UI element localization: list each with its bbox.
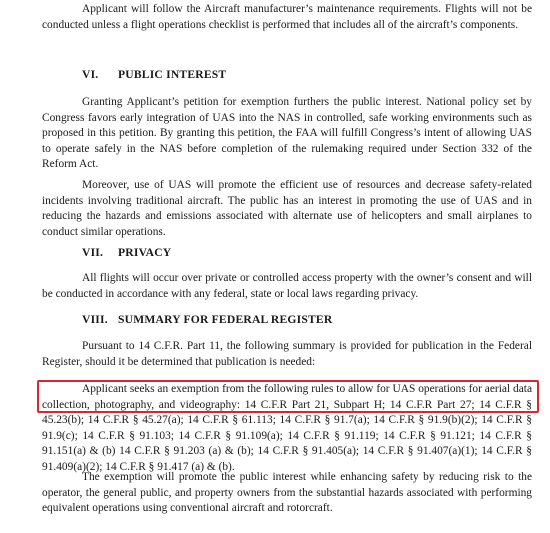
section-vi-paragraph-2 (42, 178, 532, 240)
section-vi-text-1: Granting Applicant’s petition for exemption furthers the public interest. National policy set by Congress favors early integration of UAS into the NAS in controlled, safe working environments such as proposed in this petition. By granting this petition, the FAA will fulfill Congress’s intent of allowing UAS to operate safely in the NAS before completion of the rulemaking required under Section 332 of the Reform Act. (42, 96, 532, 171)
section-vi-number: VI. (82, 68, 99, 81)
intro-text: Applicant will follow the Aircraft manufacturer’s maintenance requirements. Flights will not be conducted unless a flight operations checklist is performed that includes all of the aircraft’s components. (42, 3, 532, 31)
section-viii-title: SUMMARY FOR FEDERAL REGISTER (118, 313, 333, 326)
section-vii-text: All flights will occur over private or controlled access property with the owner’s consent and will be conducted in accordance with any federal, state or local laws regarding privacy. (42, 272, 532, 300)
section-vii-paragraph (42, 271, 532, 302)
section-viii-text-3: The exemption will promote the public interest while enhancing safety by reducing risk to the operator, the general public, and property owners from the substantial hazards associated with performing equivalent operations using conventional aircraft and rotorcraft. (42, 471, 532, 515)
section-viii-heading (82, 313, 332, 326)
section-vii-title: PRIVACY (118, 246, 172, 259)
section-vii-number: VII. (82, 246, 104, 259)
red-highlight-box (37, 380, 539, 413)
section-vi-title: PUBLIC INTEREST (118, 68, 227, 81)
section-vi-text-2: Moreover, use of UAS will promote the efficient use of resources and decrease safety-related incidents involving traditional aircraft. The public has an interest in promoting the use of UAS and in reducing the hazards and emissions associated with alternate use of helicopters and small airplanes to conduct similar operations. (42, 179, 532, 238)
section-vi-heading (82, 68, 226, 81)
section-viii-text-2: Applicant seeks an exemption from the following rules to allow for UAS operations for aerial data collection, photography, and videography: 14 C.F.R Part 21, Subpart H; 14 C.F.R Part 27; 14 C.F.R § 45.23(b); 14 C.F.R § 45.27(a); 14 C.F.R § 61.113; 14 C.F.R § 91.7(a); 14 C.F.R § 91.9(b)(2); 14 C.F.R § 91.9(c); 14 C.F.R § 91.103; 14 C.F.R § 91.109(a); 14 C.F.R § 91.119; 14 C.F.R § 91.121; 14 C.F.R § 91.151(a) & (b) 14 C.F.R § 91.203 (a) & (b); 14 C.F.R § 91.405(a); 14 C.F.R § 91.407(a)(1); 14 C.F.R § 91.409(a)(2); 14 C.F.R § 91.417 (a) & (b). (42, 383, 532, 473)
section-viii-number: VIII. (82, 313, 108, 326)
section-viii-text-1: Pursuant to 14 C.F.R. Part 11, the following summary is provided for publication in the Federal Register, should it be determined that publication is needed: (42, 340, 532, 368)
section-vii-heading (82, 246, 171, 259)
section-vi-paragraph-1 (42, 95, 532, 173)
section-viii-paragraph-3 (42, 470, 532, 517)
section-viii-paragraph-1 (42, 339, 532, 370)
intro-paragraph (42, 2, 532, 33)
